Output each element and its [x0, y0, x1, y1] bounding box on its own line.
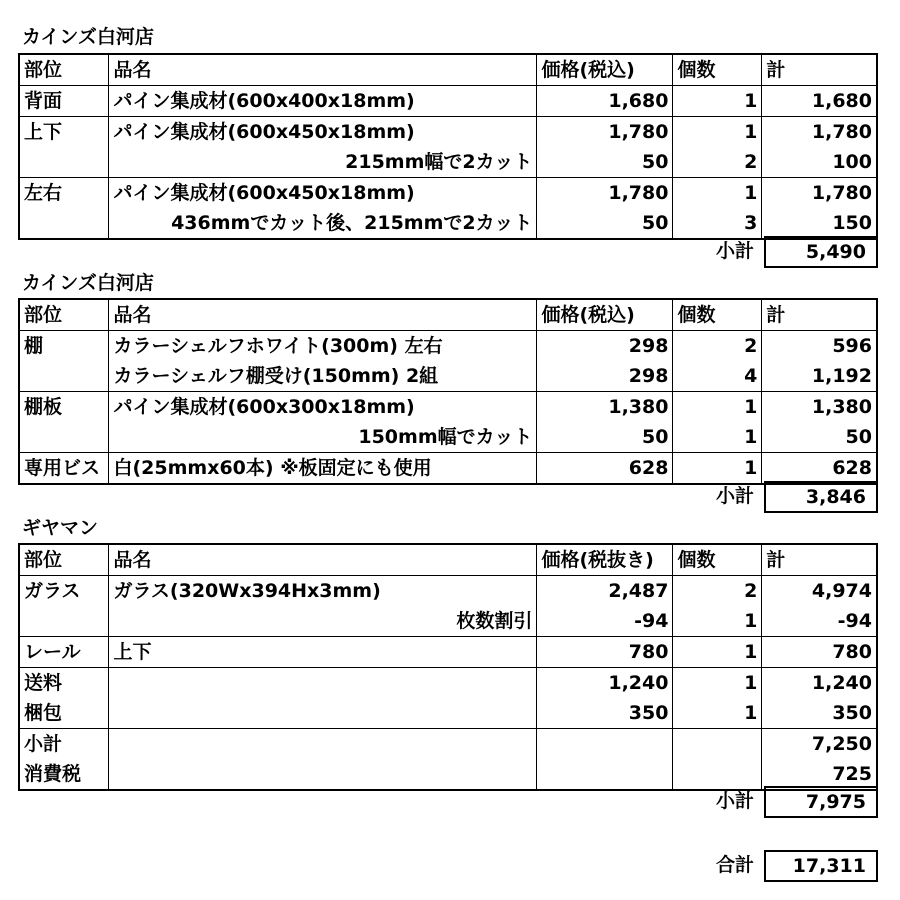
table-row [19, 422, 877, 453]
cell-name: パイン集成材(600x450x18mm) [109, 178, 537, 209]
cell-price: 1,780 [537, 117, 673, 148]
cell-total: 1,380 [762, 392, 877, 423]
cell-part: 消費税 [19, 759, 109, 790]
section-title: カインズ白河店 [22, 26, 154, 48]
cell-name: 白(25mmx60本) ※板固定にも使用 [109, 453, 537, 485]
cell-total: 1,780 [762, 178, 877, 209]
cell-qty: 1 [673, 637, 762, 668]
cell-price: 1,240 [537, 668, 673, 699]
table-row [19, 331, 877, 362]
cell-qty [673, 759, 762, 790]
table-header-row [19, 299, 877, 331]
table-row [19, 759, 877, 790]
cell-price: 1,680 [537, 86, 673, 117]
header-qty: 個数 [673, 54, 762, 86]
cell-total: 50 [762, 422, 877, 453]
cell-qty: 4 [673, 361, 762, 392]
cell-qty: 1 [673, 392, 762, 423]
cell-total: 1,780 [762, 117, 877, 148]
cell-total: -94 [762, 606, 877, 637]
header-price: 価格(税込) [537, 54, 673, 86]
table-header-row [19, 544, 877, 576]
cell-qty [673, 729, 762, 760]
table-row [19, 637, 877, 668]
cell-total: 100 [762, 147, 877, 178]
header-name: 品名 [109, 299, 537, 331]
header-total: 計 [762, 544, 877, 576]
cell-part [19, 208, 109, 239]
cell-qty: 2 [673, 147, 762, 178]
header-part: 部位 [19, 299, 109, 331]
table-row [19, 698, 877, 729]
cell-qty: 1 [673, 606, 762, 637]
cell-name [109, 759, 537, 790]
cell-qty: 2 [673, 331, 762, 362]
cell-part [19, 361, 109, 392]
cell-part: 左右 [19, 178, 109, 209]
header-name: 品名 [109, 544, 537, 576]
cell-total: 596 [762, 331, 877, 362]
cell-qty: 3 [673, 208, 762, 239]
cell-part: 梱包 [19, 698, 109, 729]
cell-total: 1,680 [762, 86, 877, 117]
header-part: 部位 [19, 544, 109, 576]
cell-price [537, 759, 673, 790]
table-row [19, 86, 877, 117]
header-price: 価格(税抜き) [537, 544, 673, 576]
table-row [19, 606, 877, 637]
cell-total: 780 [762, 637, 877, 668]
cell-price: 50 [537, 147, 673, 178]
cell-part: 背面 [19, 86, 109, 117]
cell-price: 298 [537, 361, 673, 392]
cell-name: 上下 [109, 637, 537, 668]
section-title: カインズ白河店 [22, 272, 154, 294]
cell-part [19, 606, 109, 637]
cell-qty: 1 [673, 422, 762, 453]
estimate-table [18, 298, 878, 485]
table-row [19, 208, 877, 239]
cell-name: ガラス(320Wx394Hx3mm) [109, 576, 537, 607]
cell-total: 725 [762, 759, 877, 790]
table-row [19, 361, 877, 392]
cell-name: パイン集成材(600x400x18mm) [109, 86, 537, 117]
table-row [19, 668, 877, 699]
cell-part: 小計 [19, 729, 109, 760]
cell-total: 628 [762, 453, 877, 485]
header-total: 計 [762, 54, 877, 86]
cell-part: 送料 [19, 668, 109, 699]
header-part: 部位 [19, 54, 109, 86]
cell-price: 50 [537, 208, 673, 239]
cell-qty: 1 [673, 668, 762, 699]
cell-qty: 1 [673, 117, 762, 148]
cell-qty: 1 [673, 178, 762, 209]
cell-name [109, 668, 537, 699]
estimate-table [18, 543, 878, 791]
cell-price: 2,487 [537, 576, 673, 607]
table-row [19, 392, 877, 423]
grand-total-label: 合計 [716, 854, 755, 876]
cell-part [19, 147, 109, 178]
header-qty: 個数 [673, 544, 762, 576]
cell-price [537, 729, 673, 760]
cell-price: 298 [537, 331, 673, 362]
subtotal-label: 小計 [716, 485, 755, 507]
subtotal-label: 小計 [716, 240, 755, 262]
cell-price: 50 [537, 422, 673, 453]
table-row [19, 453, 877, 485]
cell-price: -94 [537, 606, 673, 637]
cell-name: カラーシェルフホワイト(300m) 左右 [109, 331, 537, 362]
table-row [19, 729, 877, 760]
table-row [19, 178, 877, 209]
header-name: 品名 [109, 54, 537, 86]
cell-total: 7,250 [762, 729, 877, 760]
cell-price: 350 [537, 698, 673, 729]
cell-total: 1,240 [762, 668, 877, 699]
cell-part [19, 422, 109, 453]
cell-total: 350 [762, 698, 877, 729]
table-row [19, 147, 877, 178]
cell-name: パイン集成材(600x450x18mm) [109, 117, 537, 148]
subtotal-value: 5,490 [764, 236, 878, 268]
subtotal-label: 小計 [716, 790, 755, 812]
cell-name: 215mm幅で2カット [109, 147, 537, 178]
subtotal-value: 3,846 [764, 481, 878, 513]
cell-total: 1,192 [762, 361, 877, 392]
cell-name: パイン集成材(600x300x18mm) [109, 392, 537, 423]
table-row [19, 576, 877, 607]
cell-part: ガラス [19, 576, 109, 607]
cell-name: 436mmでカット後、215mmで2カット [109, 208, 537, 239]
cell-price: 1,780 [537, 178, 673, 209]
header-price: 価格(税込) [537, 299, 673, 331]
estimate-table [18, 53, 878, 240]
cell-qty: 1 [673, 698, 762, 729]
grand-total-value: 17,311 [764, 850, 878, 882]
table-header-row [19, 54, 877, 86]
cell-total: 150 [762, 208, 877, 239]
cell-price: 780 [537, 637, 673, 668]
cell-total: 4,974 [762, 576, 877, 607]
cell-part: 棚板 [19, 392, 109, 423]
section-title: ギヤマン [22, 517, 99, 539]
cell-price: 1,380 [537, 392, 673, 423]
header-total: 計 [762, 299, 877, 331]
subtotal-value: 7,975 [764, 786, 878, 818]
cell-part: 上下 [19, 117, 109, 148]
cell-name: 枚数割引 [109, 606, 537, 637]
cell-part: 専用ビス [19, 453, 109, 485]
cell-name [109, 698, 537, 729]
cell-name [109, 729, 537, 760]
cell-price: 628 [537, 453, 673, 485]
cell-qty: 1 [673, 86, 762, 117]
header-qty: 個数 [673, 299, 762, 331]
cell-part: 棚 [19, 331, 109, 362]
cell-part: レール [19, 637, 109, 668]
cell-qty: 2 [673, 576, 762, 607]
cell-qty: 1 [673, 453, 762, 485]
cell-name: 150mm幅でカット [109, 422, 537, 453]
cell-name: カラーシェルフ棚受け(150mm) 2組 [109, 361, 537, 392]
table-row [19, 117, 877, 148]
